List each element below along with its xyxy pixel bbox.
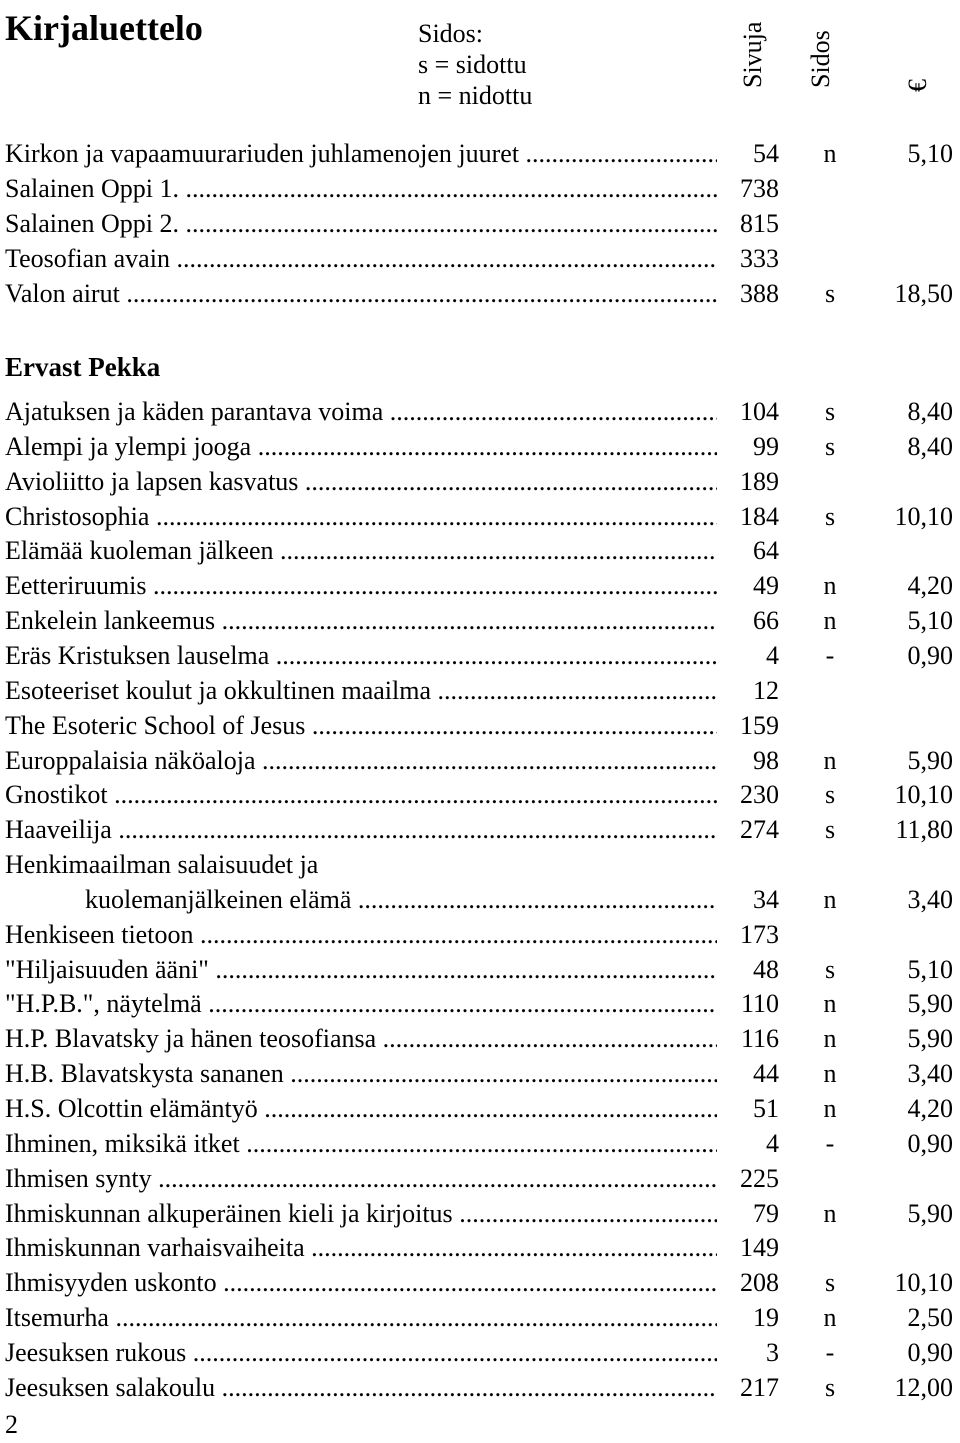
book-title: Alempi ja ylempi jooga ..... — [5, 429, 717, 464]
book-row — [5, 1021, 955, 1056]
page-number: 2 — [5, 1410, 18, 1439]
book-title: Teosofian avain ..... — [5, 241, 717, 276]
book-pages: 79 — [753, 1198, 779, 1228]
book-row — [5, 171, 955, 206]
book-binding: n — [823, 1024, 837, 1054]
book-price: 8,40 — [907, 397, 953, 426]
book-row — [5, 1056, 955, 1091]
legend-bound: s = sidottu — [418, 50, 527, 79]
book-binding: n — [823, 139, 837, 168]
book-binding: s — [824, 780, 836, 810]
book-title: "Hiljaisuuden ääni" ..... — [5, 952, 717, 987]
book-pages: 49 — [753, 571, 779, 601]
column-header-pages: Sivuja — [738, 21, 767, 88]
book-row — [5, 986, 955, 1021]
book-row — [5, 638, 955, 673]
book-row — [5, 1370, 955, 1405]
book-title: Gnostikot ..... — [5, 777, 717, 812]
book-row — [5, 533, 955, 568]
book-pages: 738 — [740, 174, 779, 203]
page-title: Kirjaluettelo — [5, 8, 203, 48]
book-price: 10,10 — [894, 501, 953, 531]
book-binding: s — [824, 501, 836, 531]
book-title: H.P. Blavatsky ja hänen teosofiansa ..... — [5, 1021, 717, 1056]
book-pages: 333 — [740, 244, 779, 273]
book-row — [5, 673, 955, 708]
book-pages: 230 — [740, 780, 779, 810]
book-pages: 66 — [753, 606, 779, 636]
book-price: 3,40 — [907, 1059, 953, 1089]
book-price: 4,20 — [907, 1094, 953, 1123]
book-pages: 815 — [740, 209, 779, 238]
book-price: 12,00 — [894, 1372, 953, 1402]
book-price: 18,50 — [894, 279, 953, 308]
book-row — [5, 812, 955, 847]
book-title: Enkelein lankeemus ..... — [5, 603, 717, 638]
book-pages: 104 — [740, 397, 779, 426]
book-row — [5, 429, 955, 464]
book-title: Kirkon ja vapaamuurariuden juhlamenojen juuret ..... — [5, 136, 717, 171]
legend-heading: Sidos: — [418, 19, 484, 48]
book-pages: 4 — [766, 640, 779, 670]
book-binding: n — [823, 606, 837, 636]
book-title: Ihminen, miksikä itket ..... — [5, 1126, 717, 1161]
book-price: 5,10 — [907, 139, 953, 168]
book-price: 10,10 — [894, 780, 953, 810]
book-binding: s — [824, 954, 836, 984]
book-title: Ajatuksen ja käden parantava voima ..... — [5, 394, 717, 429]
book-title: Esoteeriset koulut ja okkultinen maailma ..... — [5, 673, 717, 708]
book-row — [5, 1300, 955, 1335]
book-pages: 274 — [740, 815, 779, 845]
book-binding: n — [823, 1198, 837, 1228]
book-row — [5, 276, 955, 311]
book-pages: 51 — [753, 1094, 779, 1123]
book-binding: n — [823, 745, 837, 775]
book-pages: 48 — [753, 954, 779, 984]
book-pages: 44 — [753, 1059, 779, 1089]
book-price: 0,90 — [907, 1337, 953, 1367]
book-pages: 116 — [740, 1024, 779, 1054]
book-pages: 388 — [740, 279, 779, 308]
book-row — [5, 1335, 955, 1370]
book-pages: 19 — [753, 1303, 779, 1333]
book-pages: 225 — [740, 1163, 779, 1193]
book-pages: 3 — [766, 1337, 779, 1367]
book-title: H.S. Olcottin elämäntyö ..... — [5, 1091, 717, 1126]
book-pages: 149 — [740, 1233, 779, 1263]
book-binding: - — [825, 640, 835, 670]
book-title: The Esoteric School of Jesus ..... — [5, 708, 717, 743]
book-price: 2,50 — [907, 1303, 953, 1333]
book-row — [5, 464, 955, 499]
book-price: 0,90 — [907, 640, 953, 670]
book-title: Elämää kuoleman jälkeen ..... — [5, 533, 717, 568]
book-row — [5, 136, 955, 171]
book-row — [5, 708, 955, 743]
book-title: Haaveilija ..... — [5, 812, 717, 847]
book-title: Jeesuksen rukous ..... — [5, 1335, 717, 1370]
column-header-binding: Sidos — [806, 30, 835, 88]
book-row — [5, 1126, 955, 1161]
book-binding: s — [824, 1268, 836, 1298]
book-title: Itsemurha ..... — [5, 1300, 717, 1335]
book-title: Salainen Oppi 1. ..... — [5, 171, 717, 206]
book-binding: n — [823, 1059, 837, 1089]
book-pages: 184 — [740, 501, 779, 531]
book-pages: 173 — [740, 919, 779, 949]
book-pages: 12 — [753, 675, 779, 705]
book-row — [5, 603, 955, 638]
book-pages: 99 — [753, 431, 779, 461]
book-pages: 208 — [740, 1268, 779, 1298]
book-pages: 110 — [740, 989, 779, 1019]
book-price: 3,40 — [907, 884, 953, 914]
book-price: 5,90 — [907, 745, 953, 775]
book-row — [5, 847, 955, 882]
book-row — [5, 1230, 955, 1265]
book-pages: 98 — [753, 745, 779, 775]
book-row — [5, 952, 955, 987]
book-price: 5,10 — [907, 606, 953, 636]
book-title: H.B. Blavatskysta sananen ..... — [5, 1056, 717, 1091]
book-row — [5, 777, 955, 812]
book-title: Valon airut ..... — [5, 276, 717, 311]
book-title: Christosophia ..... — [5, 499, 717, 534]
section-heading-author: Ervast Pekka — [5, 352, 161, 382]
book-pages: 4 — [766, 1128, 779, 1158]
book-row — [5, 1196, 955, 1231]
book-price: 4,20 — [907, 571, 953, 601]
book-title: Ihmisen synty ..... — [5, 1161, 717, 1196]
book-price: 5,90 — [907, 1198, 953, 1228]
book-price: 5,90 — [907, 1024, 953, 1054]
book-pages: 159 — [740, 710, 779, 740]
book-row — [5, 568, 955, 603]
book-binding: s — [824, 279, 836, 308]
book-pages: 34 — [753, 884, 779, 914]
book-title: Ihmiskunnan varhaisvaiheita ..... — [5, 1230, 717, 1265]
book-row — [5, 241, 955, 276]
book-pages: 64 — [753, 536, 779, 566]
book-price: 10,10 — [894, 1268, 953, 1298]
book-title: "H.P.B.", näytelmä ..... — [5, 986, 717, 1021]
book-row — [5, 206, 955, 241]
book-row — [5, 394, 955, 429]
book-row — [5, 1265, 955, 1300]
book-binding: s — [824, 815, 836, 845]
book-title: Henkimaailman salaisuudet ja — [5, 850, 319, 880]
book-row — [5, 499, 955, 534]
book-row — [5, 917, 955, 952]
binding-legend — [418, 18, 532, 111]
book-title: Henkiseen tietoon ..... — [5, 917, 717, 952]
book-row — [5, 1161, 955, 1196]
book-pages: 54 — [753, 139, 779, 168]
book-title: Europpalaisia näköaloja ..... — [5, 743, 717, 778]
book-price: 11,80 — [895, 815, 953, 845]
book-title: Eräs Kristuksen lauselma ..... — [5, 638, 717, 673]
legend-paperback: n = nidottu — [418, 81, 533, 110]
book-binding: - — [825, 1128, 835, 1158]
book-binding: - — [825, 1337, 835, 1367]
book-title: kuolemanjälkeinen elämä ..... — [5, 882, 717, 917]
book-title: Jeesuksen salakoulu ..... — [5, 1370, 717, 1405]
book-title: Eetteriruumis ..... — [5, 568, 717, 603]
book-binding: s — [824, 431, 836, 461]
book-price: 0,90 — [907, 1128, 953, 1158]
book-binding: n — [823, 884, 837, 914]
book-binding: n — [823, 571, 837, 601]
book-price: 5,90 — [907, 989, 953, 1019]
book-pages: 189 — [740, 466, 779, 496]
book-price: 5,10 — [907, 954, 953, 984]
book-row — [5, 882, 955, 917]
book-title: Avioliitto ja lapsen kasvatus ..... — [5, 464, 717, 499]
book-row — [5, 1091, 955, 1126]
book-title: Salainen Oppi 2. ..... — [5, 206, 717, 241]
book-binding: s — [824, 397, 836, 426]
book-title: Ihmisyyden uskonto ..... — [5, 1265, 717, 1300]
book-pages: 217 — [740, 1372, 779, 1402]
book-binding: n — [823, 1094, 837, 1123]
book-title: Ihmiskunnan alkuperäinen kieli ja kirjoitus ..... — [5, 1196, 717, 1231]
column-header-price: € — [903, 79, 932, 92]
book-binding: n — [823, 989, 837, 1019]
book-row — [5, 743, 955, 778]
book-binding: n — [823, 1303, 837, 1333]
book-binding: s — [824, 1372, 836, 1402]
book-price: 8,40 — [907, 431, 953, 461]
